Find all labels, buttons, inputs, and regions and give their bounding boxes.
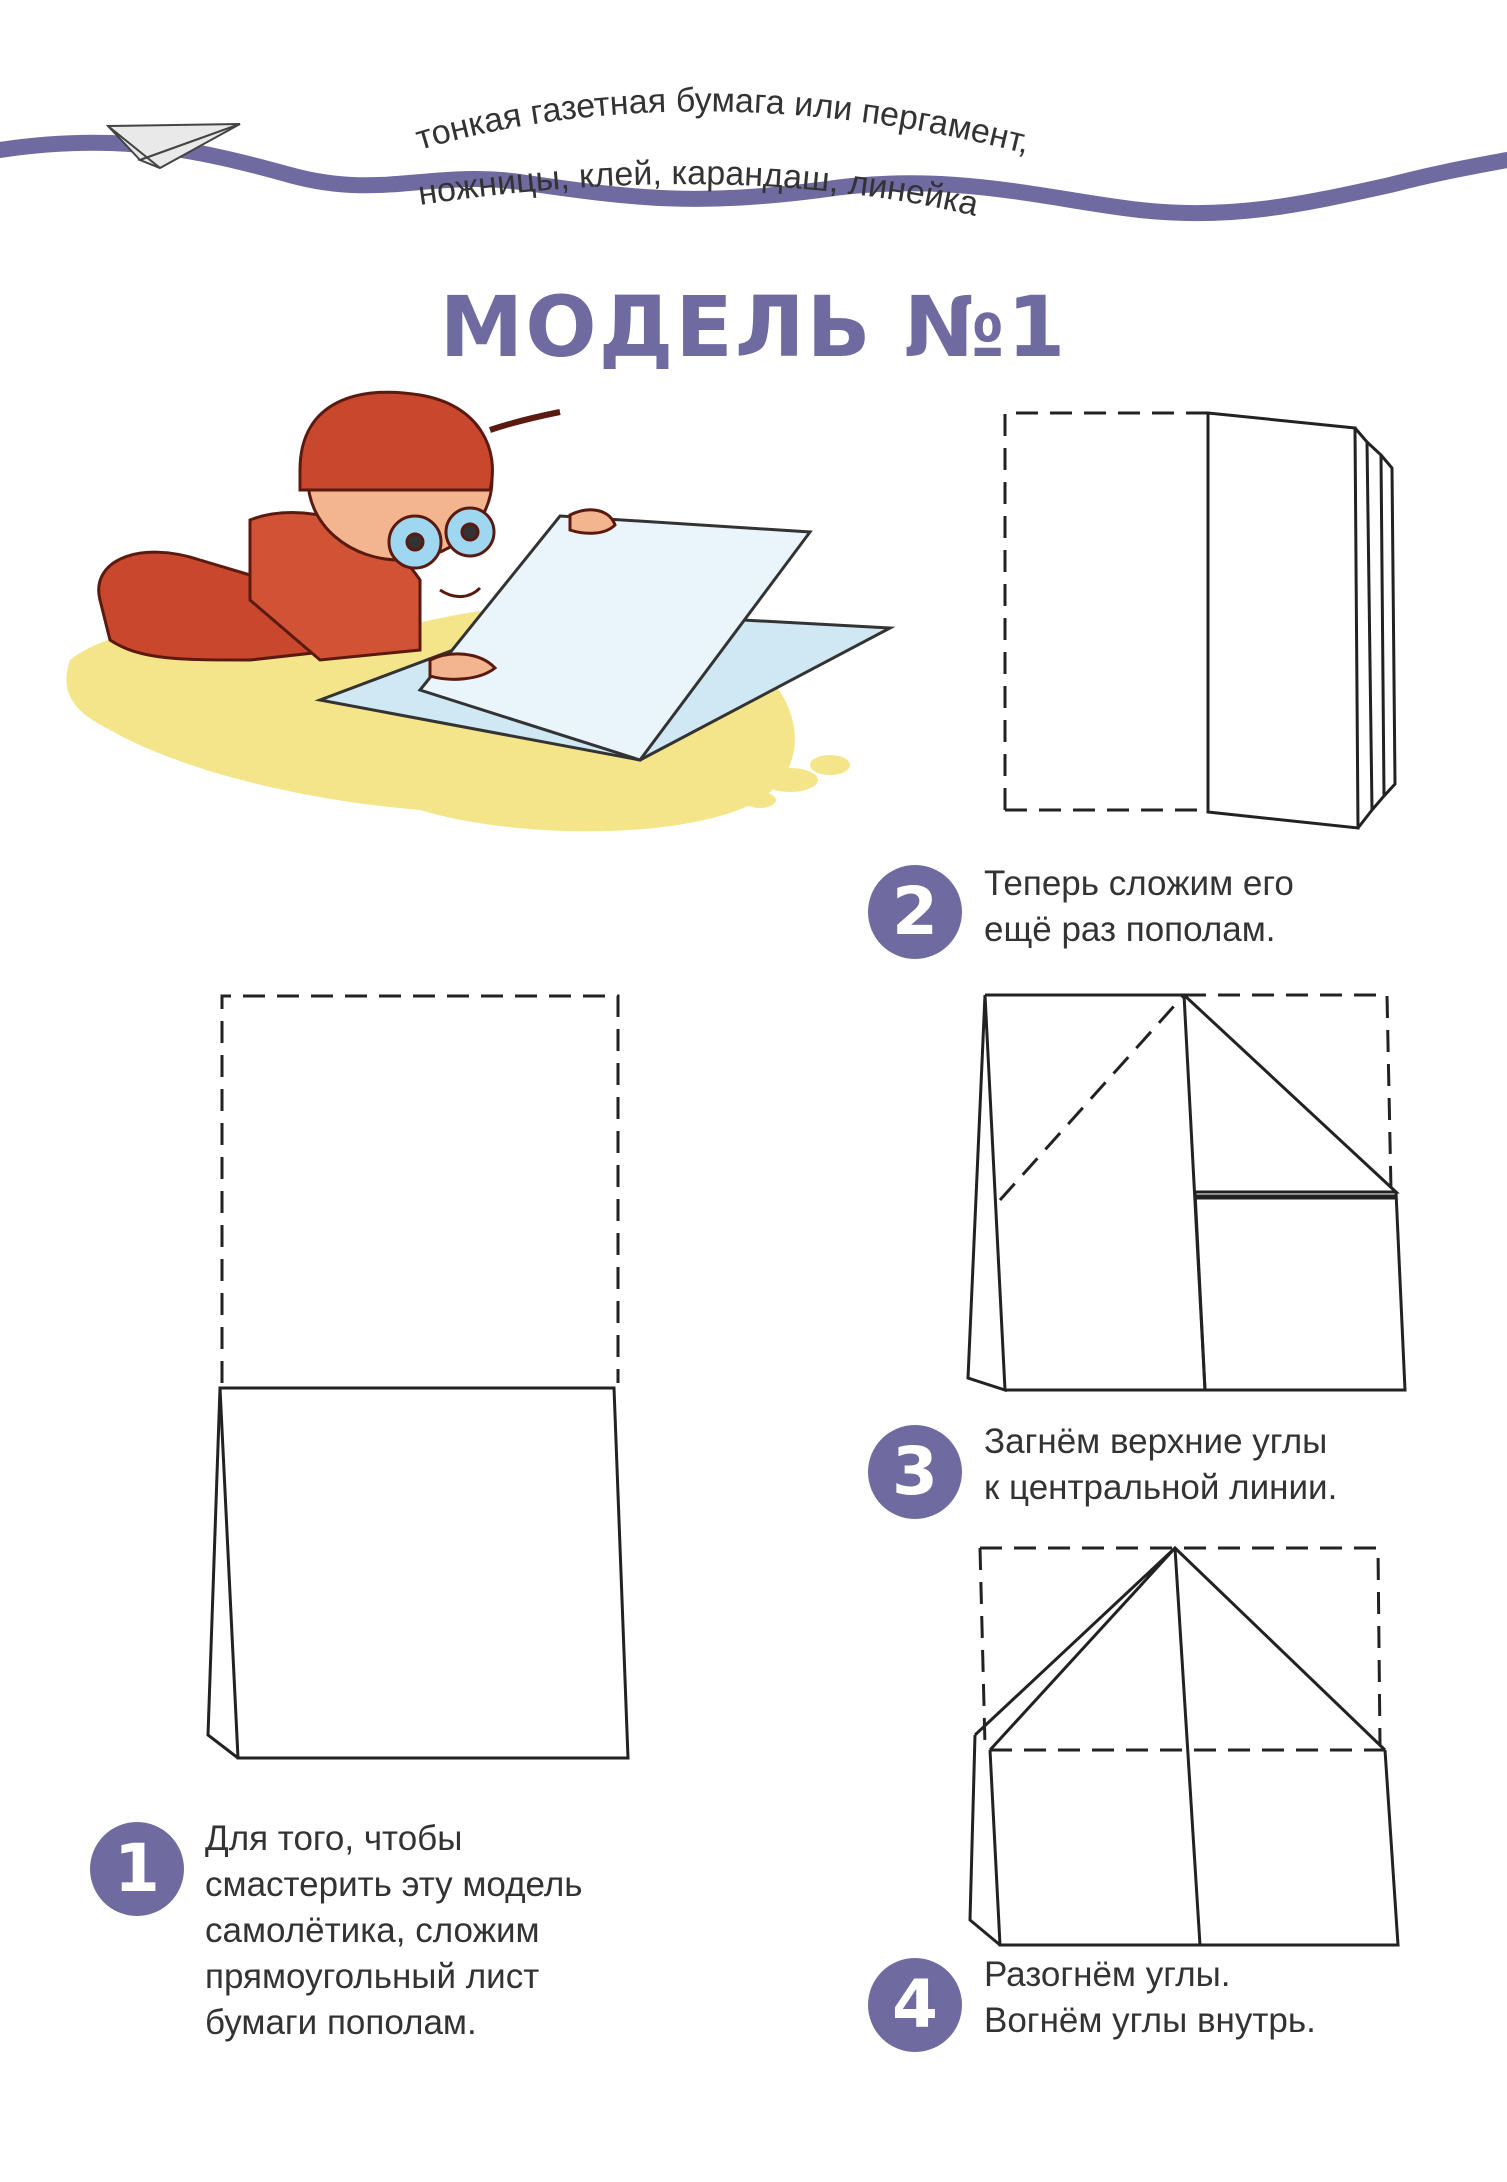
materials-line-2: ножницы, клей, карандаш, линейка <box>415 154 983 224</box>
step-3-badge: 3 <box>868 1425 962 1519</box>
step-4-line: Вогнём углы внутрь. <box>984 2001 1316 2040</box>
step-1-line: прямоугольный лист <box>205 1957 540 1996</box>
step-1-text <box>205 1816 583 2046</box>
step-2-text <box>984 861 1294 953</box>
step-3-line: Загнём верхние углы <box>984 1422 1328 1461</box>
step-4-text <box>984 1952 1316 2044</box>
step-3-left-edge <box>968 995 1005 1390</box>
step-1-diagram <box>208 996 628 1758</box>
step-1-line: бумаги пополам. <box>205 2003 477 2042</box>
step-2-diagram <box>1005 413 1395 828</box>
step-3-line: к центральной линии. <box>984 1468 1338 1507</box>
materials-line-1: тонкая газетная бумага или пергамент, <box>411 81 1034 162</box>
step-2-line: Теперь сложим его <box>984 864 1294 903</box>
step-1-line: смастерить эту модель <box>205 1865 583 1904</box>
step-1-folded-sheet <box>220 1388 628 1758</box>
step-4-badge: 4 <box>868 1958 962 2052</box>
step-3-text <box>984 1419 1337 1511</box>
step-4-line: Разогнём углы. <box>984 1955 1231 1994</box>
step-1-line: Для того, чтобы <box>205 1819 463 1858</box>
step-3-diagram <box>968 995 1405 1390</box>
step-1-badge: 1 <box>90 1822 184 1916</box>
step-4-center-line <box>1175 1548 1200 1945</box>
step-2-badge: 2 <box>868 865 962 959</box>
step-3-center-line <box>1195 1192 1205 1390</box>
step-1-line: самолётика, сложим <box>205 1911 540 1950</box>
step-3-folded-corner <box>1184 995 1396 1192</box>
step-4-dashed-left <box>980 1548 985 1745</box>
step-1-dashed-outline <box>222 996 618 1383</box>
step-3-dashed-fold <box>1000 995 1184 1200</box>
step-2-dashed-outline <box>1005 413 1208 810</box>
step-2-line: ещё раз пополам. <box>984 910 1276 949</box>
step-2-layers <box>1355 428 1395 828</box>
step-4-diagram <box>970 1548 1398 1945</box>
page-title: МОДЕЛЬ №1 <box>439 278 1068 376</box>
step-2-folded-half <box>1208 413 1358 828</box>
